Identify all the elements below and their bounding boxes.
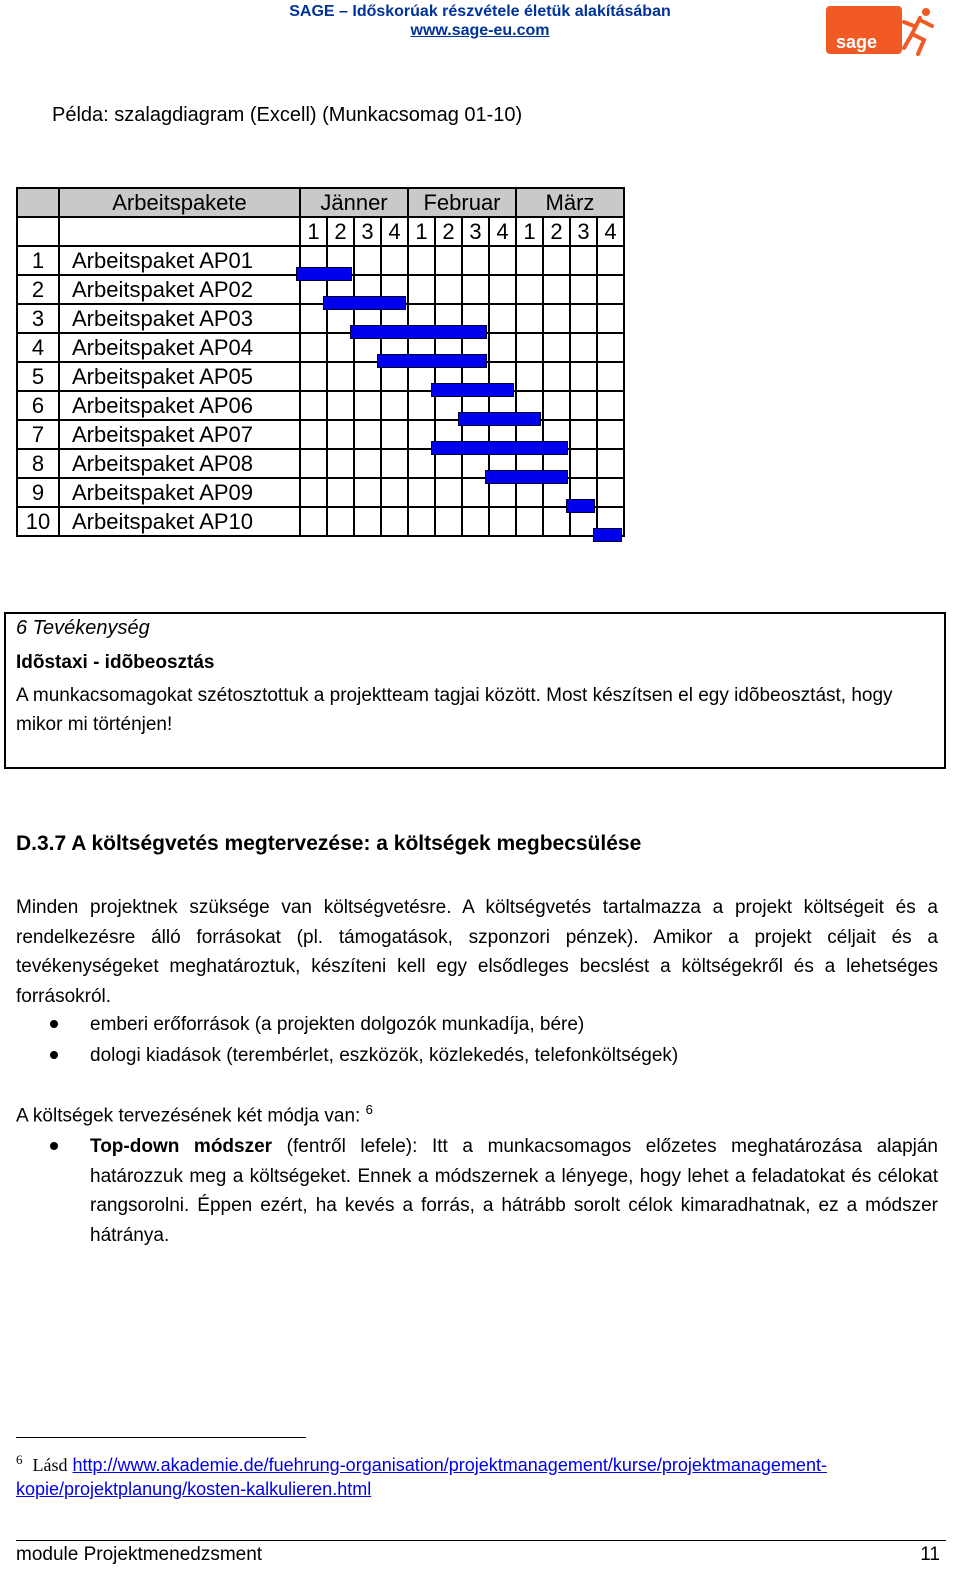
gantt-month-row [17, 188, 624, 217]
gantt-cell [327, 507, 354, 536]
bullet-item: emberi erőforrások (a projekten dolgozók munkadíja, bére) [90, 1014, 585, 1035]
gantt-cell [516, 362, 543, 391]
task-number: 2 [17, 275, 59, 304]
gantt-cell [597, 449, 624, 478]
gantt-header-label: Arbeitspakete [59, 188, 300, 217]
gantt-cell [489, 333, 516, 362]
gantt-cell [327, 362, 354, 391]
gantt-cell [597, 420, 624, 449]
gantt-cell [354, 391, 381, 420]
topdown-item [90, 1132, 938, 1250]
gantt-row [17, 362, 624, 391]
gantt-cell [570, 246, 597, 275]
footnote-ref[interactable]: 6 [365, 1102, 373, 1117]
gantt-cell [381, 246, 408, 275]
methods-intro-text: A költségek tervezésének két módja van: [16, 1105, 366, 1127]
gantt-week: 4 [381, 217, 408, 246]
gantt-cell [435, 275, 462, 304]
footnote-divider [16, 1437, 306, 1438]
gantt-week-blank [17, 217, 59, 246]
gantt-cell [489, 304, 516, 333]
gantt-cell [408, 246, 435, 275]
bullet-icon [50, 1142, 58, 1150]
gantt-week: 2 [435, 217, 462, 246]
task-number: 5 [17, 362, 59, 391]
example-caption: Példa: szalagdiagram (Excell) (Munkacsomag 01-10) [52, 104, 523, 126]
gantt-cell [300, 362, 327, 391]
gantt-cell [489, 246, 516, 275]
gantt-cell [516, 333, 543, 362]
gantt-cell [597, 304, 624, 333]
gantt-cell [381, 478, 408, 507]
gantt-cell [327, 449, 354, 478]
gantt-cell [435, 507, 462, 536]
footnote-number: 6 [16, 1452, 23, 1467]
gantt-cell [489, 275, 516, 304]
running-figure-icon [904, 8, 932, 54]
gantt-cell [354, 246, 381, 275]
task-name: Arbeitspaket AP03 [59, 304, 300, 333]
bullet-icon [50, 1020, 58, 1028]
gantt-bar [323, 296, 406, 310]
gantt-cell [354, 420, 381, 449]
page-number: 11 [920, 1544, 940, 1565]
gantt-cell [462, 275, 489, 304]
task-number: 9 [17, 478, 59, 507]
gantt-cell [489, 507, 516, 536]
gantt-cell [381, 420, 408, 449]
task-number: 1 [17, 246, 59, 275]
gantt-row [17, 333, 624, 362]
gantt-cell [381, 449, 408, 478]
gantt-cell [327, 478, 354, 507]
gantt-cell [543, 246, 570, 275]
gantt-month: Februar [408, 188, 516, 217]
gantt-cell [543, 362, 570, 391]
gantt-cell [300, 333, 327, 362]
gantt-cell [570, 391, 597, 420]
topdown-bold: Top-down módszer [90, 1136, 273, 1157]
gantt-month: März [516, 188, 624, 217]
gantt-week: 3 [462, 217, 489, 246]
gantt-cell [597, 391, 624, 420]
topdown-text: (fentről lefele): Itt a munkacsomagos előzetes meghatározása alapján határozzuk meg a költségeket. Ennek a módszernek a lényege, hogy lehet a feladatokat és célokat rangsorolni. Éppen ezért, ha kevés a forrás, a hátrább sorolt célok kimaradhatnak, ez a módszer hátránya. [90, 1136, 938, 1246]
task-number: 10 [17, 507, 59, 536]
gantt-table [16, 187, 625, 537]
gantt-cell [597, 246, 624, 275]
gantt-week: 1 [516, 217, 543, 246]
task-name: Arbeitspaket AP06 [59, 391, 300, 420]
gantt-cell [300, 420, 327, 449]
task-number: 7 [17, 420, 59, 449]
gantt-week: 1 [300, 217, 327, 246]
svg-text:sage: sage [836, 32, 878, 52]
gantt-week: 2 [327, 217, 354, 246]
gantt-cell [408, 275, 435, 304]
task-name: Arbeitspaket AP01 [59, 246, 300, 275]
activity-subtitle: Idõstaxi - idõbeosztás [16, 652, 215, 673]
gantt-cell [543, 304, 570, 333]
gantt-cell [300, 391, 327, 420]
gantt-week: 4 [489, 217, 516, 246]
task-name: Arbeitspaket AP10 [59, 507, 300, 536]
methods-intro [16, 1102, 373, 1127]
gantt-cell [462, 246, 489, 275]
gantt-cell [300, 478, 327, 507]
section-heading: D.3.7 A költségvetés megtervezése: a költségek megbecsülése [16, 832, 642, 855]
gantt-bar [377, 354, 487, 368]
section-paragraph: Minden projektnek szüksége van költségvetésre. A költségvetés tartalmazza a projekt költségeit és a rendelkezésre álló forrásokat (pl. támogatások, szponzori pénzek). Amikor a projekt céljait és a tevékenységeket meghatároztuk, készíteni kell egy elsődleges becslést a költségekről és a lehetséges forrásokról. [16, 897, 938, 1007]
footer-module: module Projektmenedzsment [16, 1544, 263, 1565]
gantt-week: 4 [597, 217, 624, 246]
gantt-bar [593, 528, 622, 542]
task-number: 3 [17, 304, 59, 333]
gantt-bar [566, 499, 595, 513]
gantt-cell [516, 246, 543, 275]
task-name: Arbeitspaket AP04 [59, 333, 300, 362]
gantt-cell [300, 449, 327, 478]
gantt-week: 3 [570, 217, 597, 246]
task-number: 8 [17, 449, 59, 478]
gantt-bar [431, 383, 514, 397]
gantt-cell [408, 478, 435, 507]
task-name: Arbeitspaket AP02 [59, 275, 300, 304]
gantt-cell [543, 333, 570, 362]
gantt-cell [435, 246, 462, 275]
activity-title: 6 Tevékenység [16, 617, 150, 639]
gantt-cell [570, 449, 597, 478]
gantt-cell [570, 275, 597, 304]
task-number: 6 [17, 391, 59, 420]
gantt-week: 3 [354, 217, 381, 246]
gantt-cell [435, 478, 462, 507]
gantt-week-blank [59, 217, 300, 246]
gantt-week: 1 [408, 217, 435, 246]
activity-text: A munkacsomagokat szétosztottuk a projektteam tagjai között. Most készítsen el egy idõbeosztást, hogy mikor mi történjen! [16, 685, 893, 735]
bullet-item: dologi kiadások (terembérlet, eszközök, közlekedés, telefonköltségek) [90, 1045, 679, 1066]
gantt-cell [543, 391, 570, 420]
task-name: Arbeitspaket AP08 [59, 449, 300, 478]
gantt-month: Jänner [300, 188, 408, 217]
gantt-row [17, 507, 624, 536]
gantt-bar [431, 441, 568, 455]
gantt-bar [350, 325, 487, 339]
task-number: 4 [17, 333, 59, 362]
gantt-cell [381, 391, 408, 420]
gantt-cell [570, 420, 597, 449]
gantt-corner [17, 188, 59, 217]
gantt-cell [570, 362, 597, 391]
footer-divider [16, 1540, 946, 1541]
gantt-cell [597, 478, 624, 507]
gantt-week-row [17, 217, 624, 246]
gantt-cell [570, 304, 597, 333]
gantt-cell [408, 507, 435, 536]
gantt-cell [354, 507, 381, 536]
gantt-cell [516, 304, 543, 333]
gantt-cell [327, 391, 354, 420]
gantt-bar [458, 412, 541, 426]
gantt-cell [354, 449, 381, 478]
gantt-cell [570, 333, 597, 362]
gantt-row [17, 304, 624, 333]
bullet-icon [50, 1051, 58, 1059]
gantt-cell [597, 275, 624, 304]
header-link[interactable]: www.sage-eu.com [410, 22, 550, 39]
gantt-cell [381, 507, 408, 536]
gantt-cell [300, 507, 327, 536]
gantt-bar [296, 267, 352, 281]
gantt-bar [485, 470, 568, 484]
gantt-cell [516, 507, 543, 536]
footnote-label: Lásd [32, 1455, 68, 1475]
footnote-link[interactable]: http://www.akademie.de/fuehrung-organisation/projektmanagement/kurse/projektmanagement-kopie/projektplanung/kosten-kalkulieren.html [16, 1455, 827, 1499]
gantt-cell [597, 333, 624, 362]
sage-logo [820, 4, 940, 56]
gantt-cell [516, 275, 543, 304]
header-title: SAGE – Időskorúak részvétele életük alakításában [289, 3, 671, 20]
task-name: Arbeitspaket AP07 [59, 420, 300, 449]
task-name: Arbeitspaket AP05 [59, 362, 300, 391]
gantt-cell [597, 362, 624, 391]
gantt-week: 2 [543, 217, 570, 246]
gantt-cell [354, 478, 381, 507]
footnote [16, 1448, 946, 1501]
gantt-cell [462, 507, 489, 536]
gantt-cell [543, 275, 570, 304]
gantt-cell [327, 420, 354, 449]
task-name: Arbeitspaket AP09 [59, 478, 300, 507]
